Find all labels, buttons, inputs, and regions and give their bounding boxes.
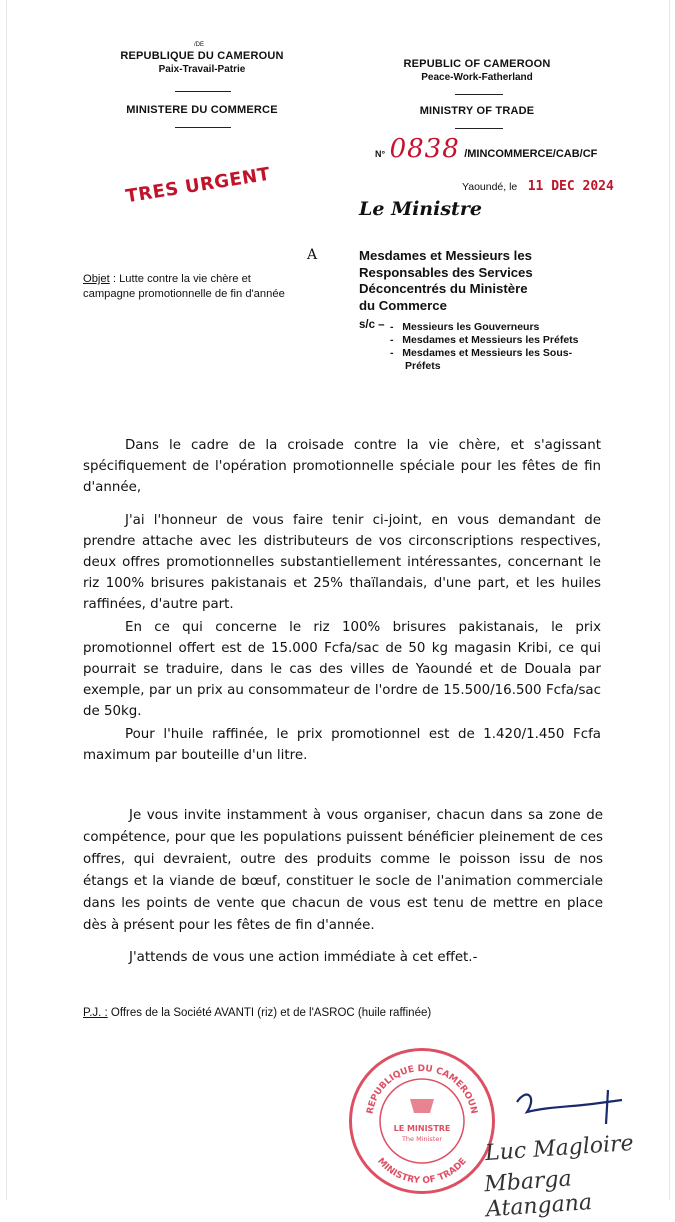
header-left-rule-2 (175, 127, 231, 128)
object-line-2: campagne promotionnelle de fin d'année (83, 288, 285, 300)
header-right-block (367, 58, 587, 83)
recipient-line-1: Mesdames et Messieurs les (359, 248, 532, 263)
header-right-rule-2 (455, 128, 503, 129)
seal-center-sub: The Minister (401, 1135, 443, 1143)
reference-suffix: /MINCOMMERCE/CAB/CF (464, 148, 598, 160)
header-right-country: REPUBLIC OF CAMEROON (403, 58, 551, 70)
letter-page (6, 0, 670, 1222)
header-left-rule-1 (175, 91, 231, 92)
paragraph-2: J'ai l'honneur de vous faire tenir ci-joint, en vous demandant de prendre attache avec les distributeurs de vos circonscriptions respectives, deux offres promotionnelles substantiellement intéressantes, concernant le riz 100% brisures pakistanais et 25% thaïlandais, d'une part, et les huiles raffinées, d'autre part. (83, 513, 601, 612)
attachment-line (83, 1007, 431, 1019)
object-line-1: : Lutte contre la vie chère et (112, 273, 251, 285)
svg-text:MINISTRY OF TRADE (375, 1156, 469, 1186)
paragraph-4: Pour l'huile raffinée, le prix promotionnel est de 1.420/1.450 Fcfa maximum par bouteille d'un litre. (83, 727, 601, 763)
header-left-country: REPUBLIQUE DU CAMEROUN (120, 50, 284, 62)
date-line (462, 177, 614, 195)
recipient-line-3: Déconcentrés du Ministère (359, 281, 528, 296)
sc-label: s/c – (359, 319, 385, 331)
to-marker: A (307, 247, 318, 263)
header-right-rule-1 (455, 94, 503, 95)
sc-item-2: Mesdames et Messieurs les Préfets (402, 334, 579, 346)
reference-line (375, 134, 597, 164)
attachment-text: Offres de la Société AVANTI (riz) et de l'ASROC (huile raffinée) (110, 1007, 432, 1019)
header-right-ministry: MINISTRY OF TRADE (419, 105, 535, 117)
date-stamp: 11 DEC 2024 (527, 179, 614, 194)
header-tiny-mark: /DE (194, 42, 205, 48)
sc-list: - Messieurs les Gouverneurs - Mesdames et Messieurs les Préfets - Mesdames et Messieurs les Sous- Préfets (390, 321, 579, 372)
date-place: Yaoundé, le (462, 181, 518, 193)
signature-name-1: Luc Magloire (484, 1130, 635, 1167)
sc-item-3: Mesdames et Messieurs les Sous- (402, 347, 573, 359)
seal-outer-text: REPUBLIQUE DU CAMEROUN (365, 1063, 479, 1115)
sender-title: Le Ministre (359, 198, 482, 220)
sc-item-4: Préfets (405, 360, 441, 372)
seal-graphic (352, 1051, 492, 1191)
object-block (83, 272, 285, 302)
handwritten-signature (512, 1082, 632, 1132)
signature-name-2: Mbarga Atangana (483, 1166, 593, 1222)
header-left-motto: Paix-Travail-Patrie (158, 64, 246, 75)
header-right-motto: Peace-Work-Fatherland (421, 72, 533, 83)
recipient-block (359, 248, 533, 314)
paragraph-6: J'attends de vous une action immédiate à cet effet.- (129, 950, 478, 965)
recipient-line-2: Responsables des Services (359, 264, 533, 280)
paragraph-3: En ce qui concerne le riz 100% brisures pakistanais, le prix promotionnel offert est de 15.000 Fcfa/sac de 50 kg magasin Kribi, ce qui pourrait se traduire, dans le cas des villes de Yaoundé et de Douala par exemple, par un prix au consommateur de l'ordre de 15.500/16.500 Fcfa/sac de 50kg. (83, 620, 601, 719)
reference-prefix: N° (375, 149, 386, 159)
sc-item-1: Messieurs les Gouverneurs (402, 321, 540, 333)
seal-bottom-text: MINISTRY OF TRADE (375, 1156, 469, 1187)
paragraph-5: Je vous invite instamment à vous organiser, chacun dans sa zone de compétence, pour que les populations puissent bénéficier pleinement de ces offres, qui devraient, outre des produits comme le poisson issu de nos étangs et la viande de bœuf, constituer le socle de l'animation commerciale dans les points de vente que chacun de vous est tenu de mettre en place dès à présent pour les fêtes de fin d'année. (83, 808, 603, 933)
seal-center-title: LE MINISTRE (393, 1124, 451, 1133)
recipient-line-4: du Commerce (359, 297, 447, 313)
paragraph-1: Dans le cadre de la croisade contre la vie chère, et s'agissant spécifiquement de l'opération promotionnelle spéciale pour les fêtes de fin d'année, (83, 438, 601, 495)
urgent-stamp: TRES URGENT (124, 163, 272, 208)
object-label: Objet (83, 273, 110, 285)
reference-number: 0838 (389, 134, 460, 164)
header-left-ministry: MINISTERE DU COMMERCE (126, 104, 278, 116)
ministry-seal (349, 1048, 495, 1194)
attachment-label: P.J. : (83, 1007, 108, 1019)
header-left-block (87, 50, 317, 75)
